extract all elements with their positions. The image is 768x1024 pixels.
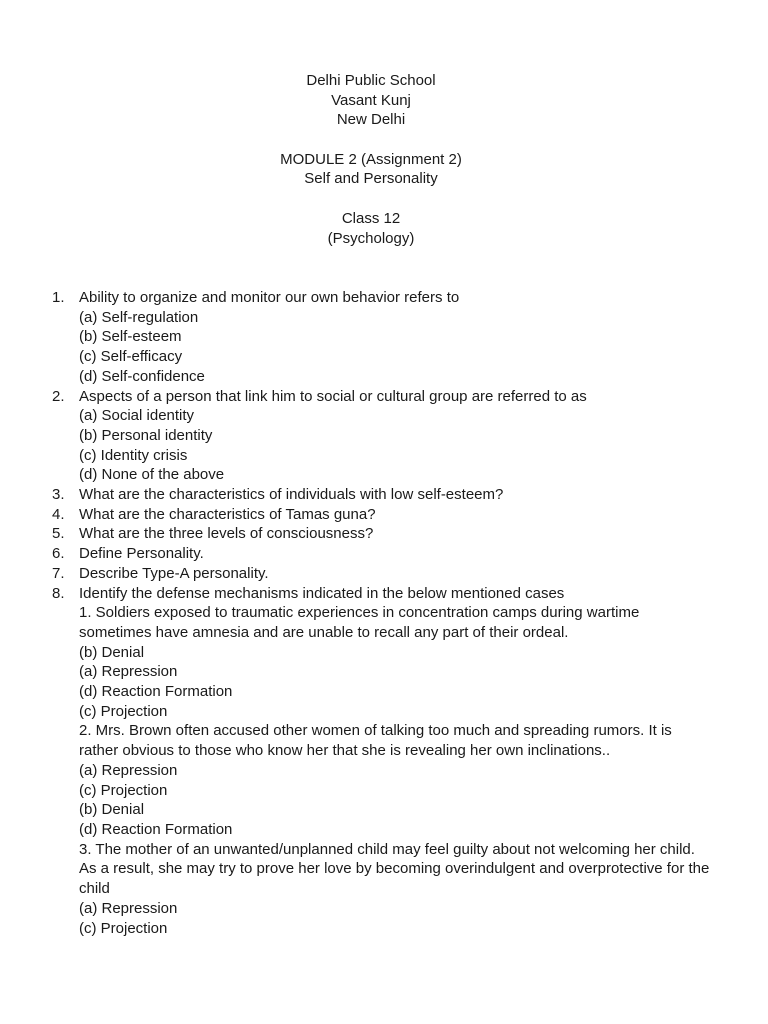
option: (a) Repression — [79, 663, 178, 681]
question-number: 3. — [52, 486, 65, 504]
question-item — [0, 387, 768, 486]
question-text: What are the three levels of consciousness? — [79, 525, 374, 543]
case-item — [79, 840, 718, 939]
school-city: New Delhi — [336, 111, 406, 129]
question-item — [0, 544, 768, 564]
question-text: Describe Type-A personality. — [79, 564, 269, 582]
option: (c) Projection — [79, 781, 168, 799]
question-list — [0, 288, 768, 938]
option: (a) Repression — [79, 761, 178, 779]
case-text: 3. The mother of an unwanted/unplanned child may feel guilty about not welcoming her child. As a result, she may try to prove her love by becoming overindulgent and overprotective for the child — [79, 840, 710, 898]
question-number: 2. — [52, 387, 65, 405]
question-item — [0, 505, 768, 525]
question-number: 4. — [52, 505, 65, 523]
case-text: 2. Mrs. Brown often accused other women of talking too much and spreading rumors. It is rather obvious to those who know her that she is revealing her own inclinations.. — [79, 722, 672, 760]
question-item — [0, 564, 768, 584]
option: (b) Personal identity — [79, 426, 213, 444]
option: (a) Social identity — [79, 407, 195, 425]
option: (c) Projection — [79, 919, 168, 937]
question-number: 7. — [52, 564, 65, 582]
question-item — [0, 584, 768, 939]
school-branch: Vasant Kunj — [331, 91, 411, 109]
question-text: Identify the defense mechanisms indicated in the below mentioned cases — [79, 584, 565, 602]
case-item — [79, 721, 718, 839]
module-title: MODULE 2 (Assignment 2) — [280, 150, 462, 168]
question-number: 6. — [52, 545, 65, 563]
question-text: What are the characteristics of individuals with low self-esteem? — [79, 486, 504, 504]
question-number: 1. — [52, 289, 65, 306]
case-item — [79, 603, 718, 721]
question-text: Define Personality. — [79, 545, 204, 563]
topic-title: Self and Personality — [304, 170, 438, 188]
case-text: 1. Soldiers exposed to traumatic experiences in concentration camps during wartime sometimes have amnesia and are unable to recall any part of their ordeal. — [79, 604, 640, 641]
option: (d) Reaction Formation — [79, 820, 233, 838]
option: (b) Self-esteem — [79, 328, 182, 346]
question-item — [0, 485, 768, 505]
option: (d) Reaction Formation — [79, 683, 233, 701]
question-number: 5. — [52, 525, 65, 543]
question-text: Aspects of a person that link him to social or cultural group are referred to as — [79, 387, 587, 405]
option: (d) Self-confidence — [79, 367, 205, 385]
document-header — [0, 71, 742, 248]
option: (a) Repression — [79, 899, 178, 917]
option: (c) Identity crisis — [79, 446, 188, 464]
question-text: Ability to organize and monitor our own behavior refers to — [79, 289, 460, 306]
option: (d) None of the above — [79, 466, 225, 484]
question-item — [0, 288, 768, 387]
option: (b) Denial — [79, 643, 145, 661]
question-item — [0, 524, 768, 544]
question-number: 8. — [52, 584, 65, 602]
option: (c) Self-efficacy — [79, 348, 183, 366]
school-name: Delhi Public School — [306, 72, 436, 89]
option: (c) Projection — [79, 702, 168, 720]
class-label: Class 12 — [341, 209, 401, 227]
option: (b) Denial — [79, 801, 145, 819]
option: (a) Self-regulation — [79, 308, 199, 326]
subject-label: (Psychology) — [327, 229, 415, 247]
question-text: What are the characteristics of Tamas guna? — [79, 505, 376, 523]
